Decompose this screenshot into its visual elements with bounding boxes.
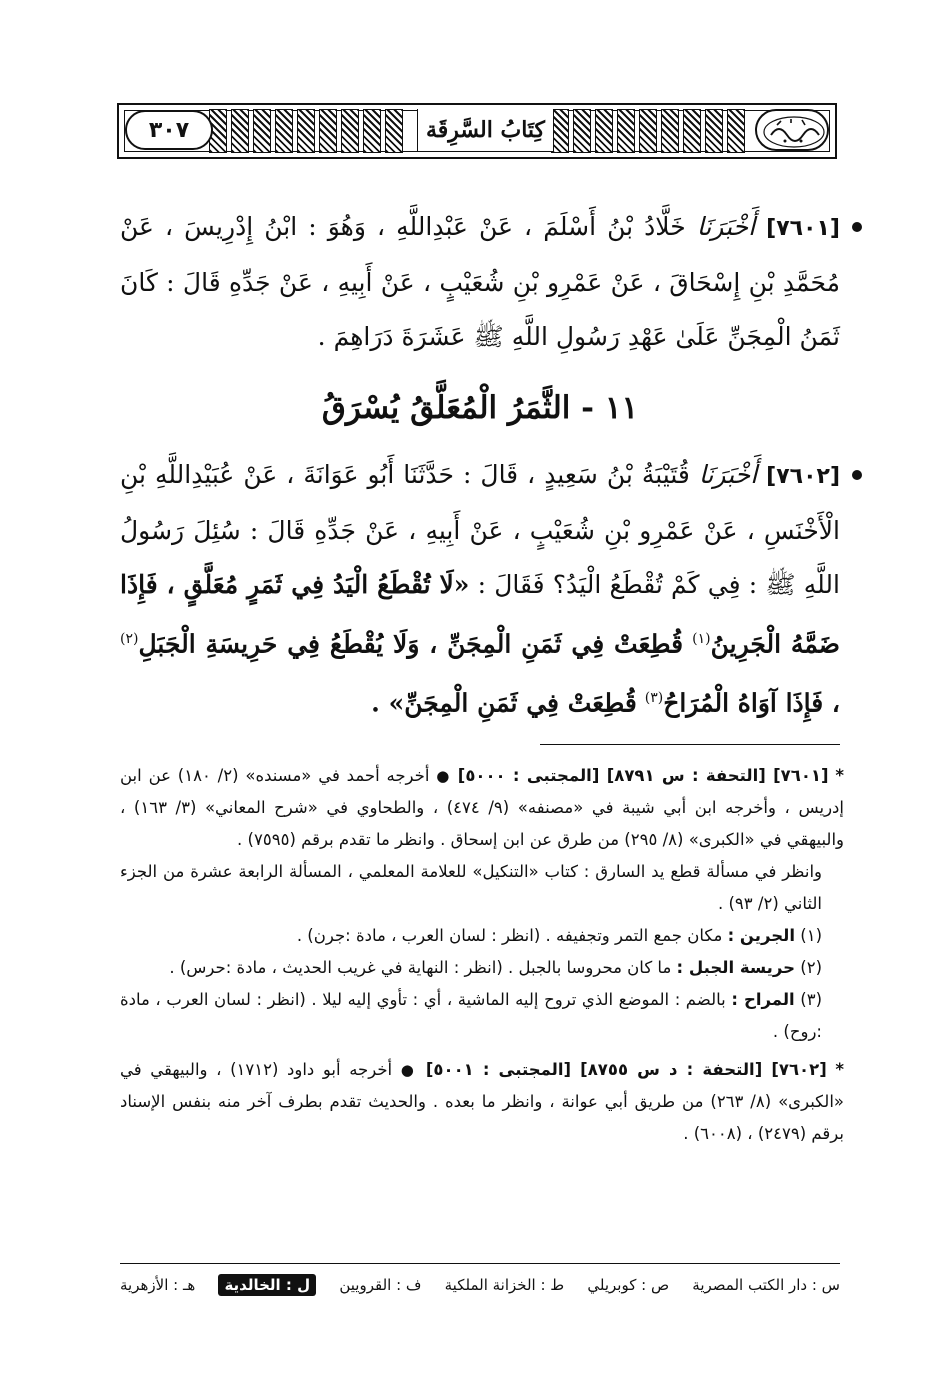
legend-s: س : دار الكتب المصرية — [692, 1276, 840, 1294]
ornament-right — [549, 103, 747, 159]
gloss-text: ما كان محروسا بالجبل . (انظر : النهاية في غريب الحديث ، مادة :حرس) . — [169, 958, 672, 977]
legend-fa: ف : القرويين — [339, 1276, 422, 1294]
page-header — [117, 103, 837, 159]
gloss-2 — [120, 952, 844, 984]
ornament-left — [207, 103, 405, 159]
footnote-ref-1: (١) — [692, 631, 711, 647]
akhbarana: أَخْبَرَنَا — [698, 460, 758, 489]
gloss-text: بالضم : الموضع الذي تروح إليه الماشية ، أي : تأوي إليه ليلا . (انظر : لسان العرب ، مادة :روح) . — [120, 990, 822, 1041]
legend-lam: ل : الخالدية — [218, 1274, 316, 1296]
calligraphy-seal-icon — [757, 111, 831, 153]
matn-part-b: قُطِعَتْ فِي ثَمَنِ الْمِجَنِّ ، وَلَا يُقْطَعُ فِي حَرِيسَةِ الْجَبَلِ — [138, 629, 684, 659]
takhrij-text: أخرجه أحمد في «مسنده» (٢/ ١٨٠) عن ابن إدريس ، وأخرجه ابن أبي شيبة في «مصنفه» (٩/ ٤٧٤) ، والطحاوي في «شرح المعاني» (٣/ ١٦٣) ، والبيهقي في «الكبرى» (٨/ ٢٩٥) من طرق عن ابن إسحاق . وانظر ما تقدم برقم (٧٥٩٥) . — [120, 766, 844, 849]
gloss-1 — [120, 920, 844, 952]
gloss-term: الجرين : — [727, 926, 795, 945]
page-number: ٣٠٧ — [125, 110, 213, 150]
bullet-icon — [852, 470, 862, 480]
manuscript-legend — [120, 1270, 840, 1300]
takhrij-7602 — [120, 1054, 844, 1150]
isnad-text: قُتَيْبَةُ بْنُ سَعِيدٍ ، قَالَ : حَدَّثَنَا أَبُو عَوَانَةَ ، عَنْ عُبَيْدِاللَّهِ بْنِ الْأَخْنَسِ ، عَنْ عَمْرِو بْنِ شُعَيْبٍ ، عَنْ أَبِيهِ ، عَنْ جَدِّهِ قَالَ : سُئِلَ رَسُولُ اللَّهِ ﷺ : فِي كَمْ تُقْطَعُ الْيَدُ؟ فَقَالَ : — [120, 460, 840, 599]
main-text — [120, 200, 840, 731]
legend-sad: ص : كوبريلي — [587, 1276, 670, 1294]
takhrij-ref: [٧٦٠١] [التحفة : س ٨٧٩١] [المجتبى : ٥٠٠٠] — [457, 766, 829, 785]
legend-ha: هـ : الأزهرية — [120, 1276, 196, 1294]
star-icon: * — [835, 1060, 845, 1079]
footnote-divider — [540, 744, 840, 745]
chapter-heading: ١١ - الثَّمَرُ الْمُعَلَّقُ يُسْرَقُ — [321, 390, 639, 426]
gloss-term: المراح : — [731, 990, 795, 1009]
hadith-number: [٧٦٠٢] — [766, 464, 840, 489]
legend-divider — [120, 1263, 840, 1264]
gloss-num: (١) — [800, 926, 822, 945]
takhrij-ref: [٧٦٠٢] [التحفة : د س ٨٧٥٥] [المجتبى : ٥٠٠١] — [425, 1060, 827, 1079]
akhbarana: أَخْبَرَنَا — [696, 212, 756, 241]
footnotes — [120, 760, 844, 1150]
gloss-text: مكان جمع التمر وتجفيفه . (انظر : لسان العرب ، مادة :جرن) . — [296, 926, 723, 945]
matn-part-a: «لَا تُقْطَعُ الْيَدُ فِي ثَمَرٍ مُعَلَّقٍ ، فَإِذَا ضَمَّهُ الْجَرِينُ — [120, 570, 841, 659]
hadith-7601 — [120, 200, 840, 364]
gloss-num: (٣) — [800, 990, 822, 1009]
takhrij-7601-extra: وانظر في مسألة قطع يد السارق : كتاب «التنكيل» للعلامة المعلمي ، المسألة الرابعة عشرة من الجزء الثاني (٢/ ٩٣) . — [120, 862, 822, 913]
star-icon: * — [835, 766, 844, 785]
book-title: كِتَابُ السَّرِقَة — [417, 109, 554, 151]
hadith-text: خَلَّادُ بْنُ أَسْلَمَ ، عَنْ عَبْدِاللَّهِ ، وَهُوَ : ابْنُ إِدْرِيسَ ، عَنْ مُحَمَّدِ بْنِ إِسْحَاقَ ، عَنْ عَمْرِو بْنِ شُعَيْبٍ ، عَنْ أَبِيهِ ، عَنْ جَدِّهِ قَالَ : كَانَ ثَمَنُ الْمِجَنِّ عَلَىٰ عَهْدِ رَسُولِ اللَّهِ ﷺ عَشَرَةَ دَرَاهِمَ . — [120, 212, 840, 351]
hadith-number: [٧٦٠١] — [766, 216, 840, 241]
takhrij-7601 — [120, 760, 844, 856]
gloss-3 — [120, 984, 844, 1048]
bullet-icon — [852, 222, 862, 232]
bullet-icon: ● — [400, 1061, 418, 1079]
footnote-ref-2: (٢) — [120, 631, 139, 647]
bullet-icon: ● — [436, 767, 451, 785]
matn-part-c: ، فَإِذَا آوَاهُ الْمُرَاحُ — [663, 688, 840, 718]
book-seal-logo — [755, 109, 829, 151]
gloss-num: (٢) — [800, 958, 822, 977]
legend-ta: ط : الخزانة الملكية — [444, 1276, 565, 1294]
takhrij-text: أخرجه أبو داود (١٧١٢) ، والبيهقي في «الكبرى» (٨/ ٢٦٣) من طريق أبي عوانة ، وانظر ما بعده . والحديث تقدم بطرف آخر منه بنفس الإسناد برقم (٢٤٧٩) ، (٦٠٠٨) . — [120, 1060, 845, 1143]
gloss-term: حريسة الجبل : — [676, 958, 795, 977]
matn-part-d: قُطِعَتْ فِي ثَمَنِ الْمِجَنِّ» . — [371, 688, 637, 718]
footnote-ref-3: (٣) — [644, 690, 664, 707]
hadith-7602 — [120, 448, 840, 731]
